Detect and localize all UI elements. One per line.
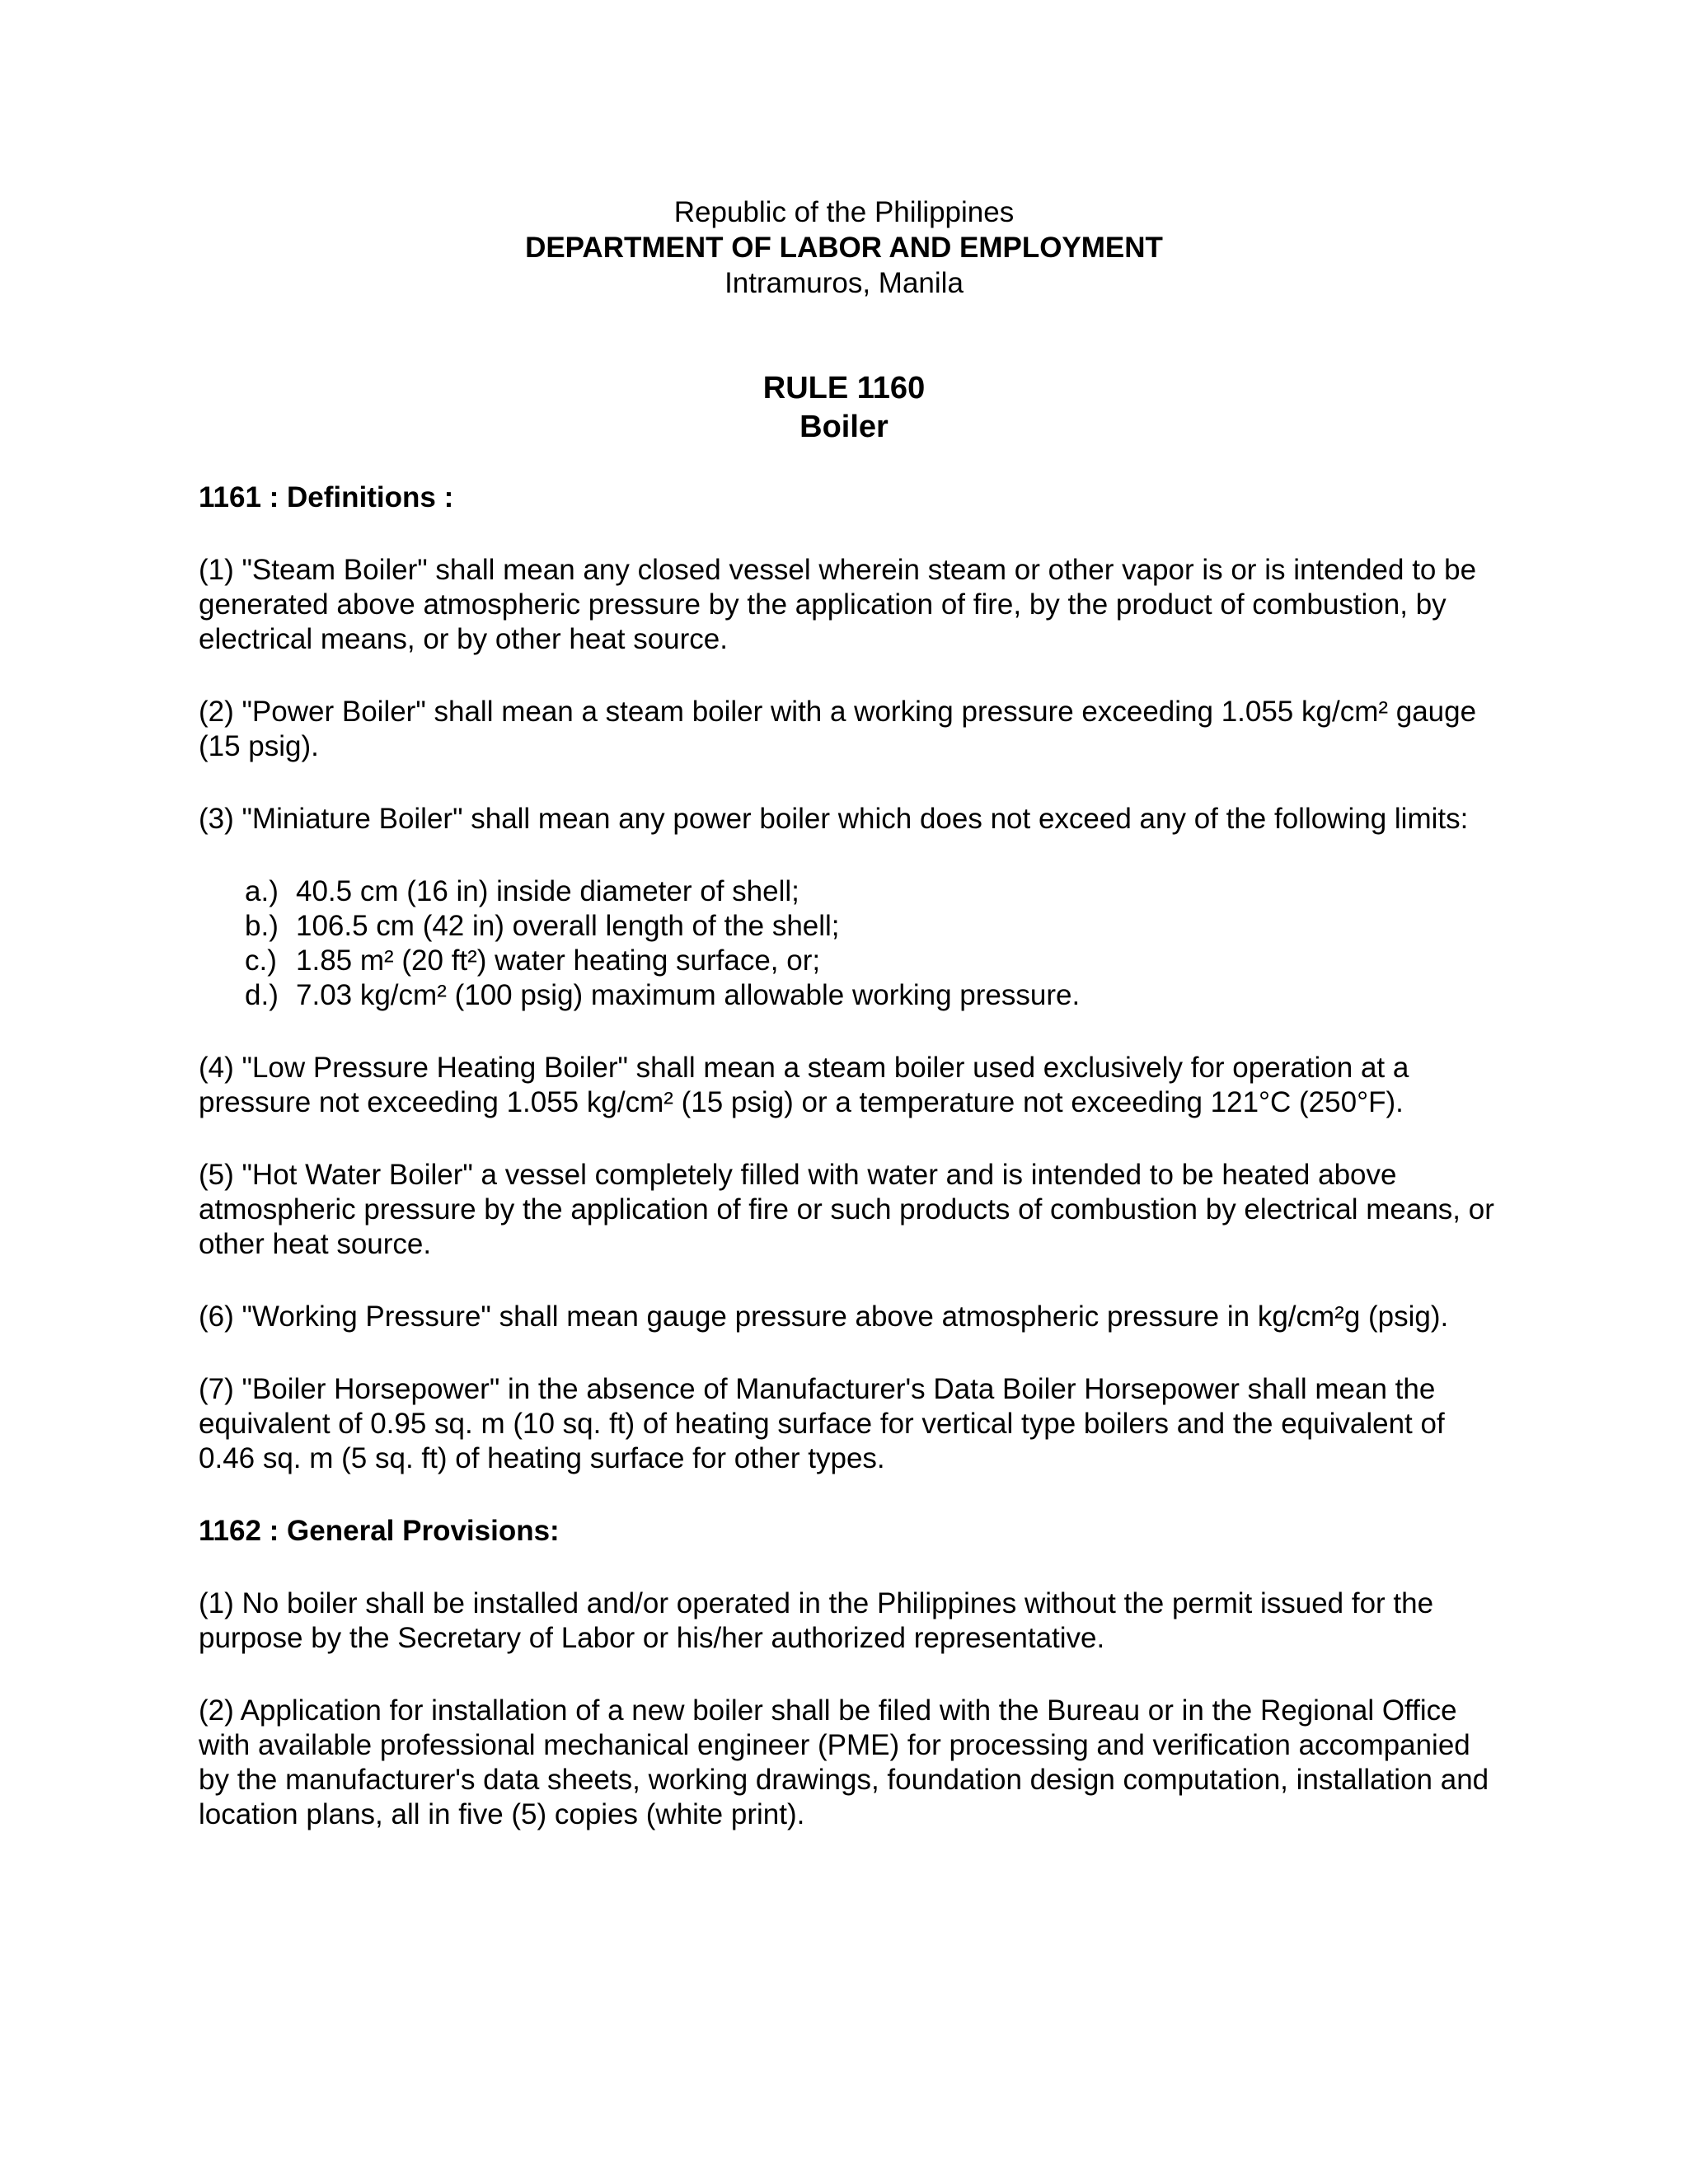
rule-number: RULE 1160 xyxy=(762,371,926,405)
limit-text: 7.03 kg/cm² (100 psig) maximum allowable working pressure. xyxy=(296,979,1081,1011)
list-marker: b.) xyxy=(245,910,279,942)
definition-item: (2) "Power Boiler" shall mean a steam boiler with a working pressure exceeding 1.055 kg/cm² gauge (15 psig). xyxy=(199,696,1477,762)
definition-item: (1) "Steam Boiler" shall mean any closed vessel wherein steam or other vapor is or is intended to be generated above atmospheric pressure by the application of fire, by the product of combustion, by electrical means, or by other heat source. xyxy=(199,554,1477,655)
section-heading-general-provisions: 1162 : General Provisions: xyxy=(199,1515,560,1547)
limit-item xyxy=(199,944,1501,978)
limit-text: 1.85 m² (20 ft²) water heating surface, or; xyxy=(296,944,821,977)
definition-item: (5) "Hot Water Boiler" a vessel completely filled with water and is intended to be heated above atmospheric pressure by the application of fire or such products of combustion by electrical means, or other heat source. xyxy=(199,1159,1494,1260)
document-header xyxy=(0,194,1688,301)
definition-item: (4) "Low Pressure Heating Boiler" shall mean a steam boiler used exclusively for operation at a pressure not exceeding 1.055 kg/cm² (15 psig) or a temperature not exceeding 121°C (250°F). xyxy=(199,1052,1409,1118)
rule-subject: Boiler xyxy=(799,410,889,444)
limit-item xyxy=(199,874,1501,909)
republic-line: Republic of the Philippines xyxy=(673,196,1015,228)
definition-item: (6) "Working Pressure" shall mean gauge pressure above atmospheric pressure in kg/cm²g (psig). xyxy=(199,1301,1449,1333)
department-name: DEPARTMENT OF LABOR AND EMPLOYMENT xyxy=(525,232,1163,264)
list-marker: d.) xyxy=(245,979,279,1011)
limit-item xyxy=(199,909,1501,944)
list-marker: a.) xyxy=(245,875,279,907)
list-marker: c.) xyxy=(245,944,277,977)
limit-text: 40.5 cm (16 in) inside diameter of shell; xyxy=(296,875,799,907)
rule-title xyxy=(0,369,1688,447)
document-body xyxy=(199,480,1501,1870)
provision-item: (2) Application for installation of a new boiler shall be filed with the Bureau or in the Regional Office with available professional mechanical engineer (PME) for processing and verification accompanied by the manufacturer's data sheets, working drawings, foundation design computation, installation and location plans, all in five (5) copies (white print). xyxy=(199,1694,1489,1830)
office-location: Intramuros, Manila xyxy=(724,267,964,299)
provision-item: (1) No boiler shall be installed and/or operated in the Philippines without the permit issued for the purpose by the Secretary of Labor or his/her authorized representative. xyxy=(199,1587,1434,1654)
limit-item xyxy=(199,978,1501,1013)
definition-item: (7) "Boiler Horsepower" in the absence of Manufacturer's Data Boiler Horsepower shall mean the equivalent of 0.95 sq. m (10 sq. ft) of heating surface for vertical type boilers and the equivalent of 0.46 sq. m (5 sq. ft) of heating surface for other types. xyxy=(199,1373,1445,1474)
definition-item: (3) "Miniature Boiler" shall mean any power boiler which does not exceed any of the following limits: xyxy=(199,803,1469,835)
miniature-boiler-limits-list xyxy=(199,874,1501,1013)
section-heading-definitions: 1161 : Definitions : xyxy=(199,481,454,513)
limit-text: 106.5 cm (42 in) overall length of the shell; xyxy=(296,910,840,942)
